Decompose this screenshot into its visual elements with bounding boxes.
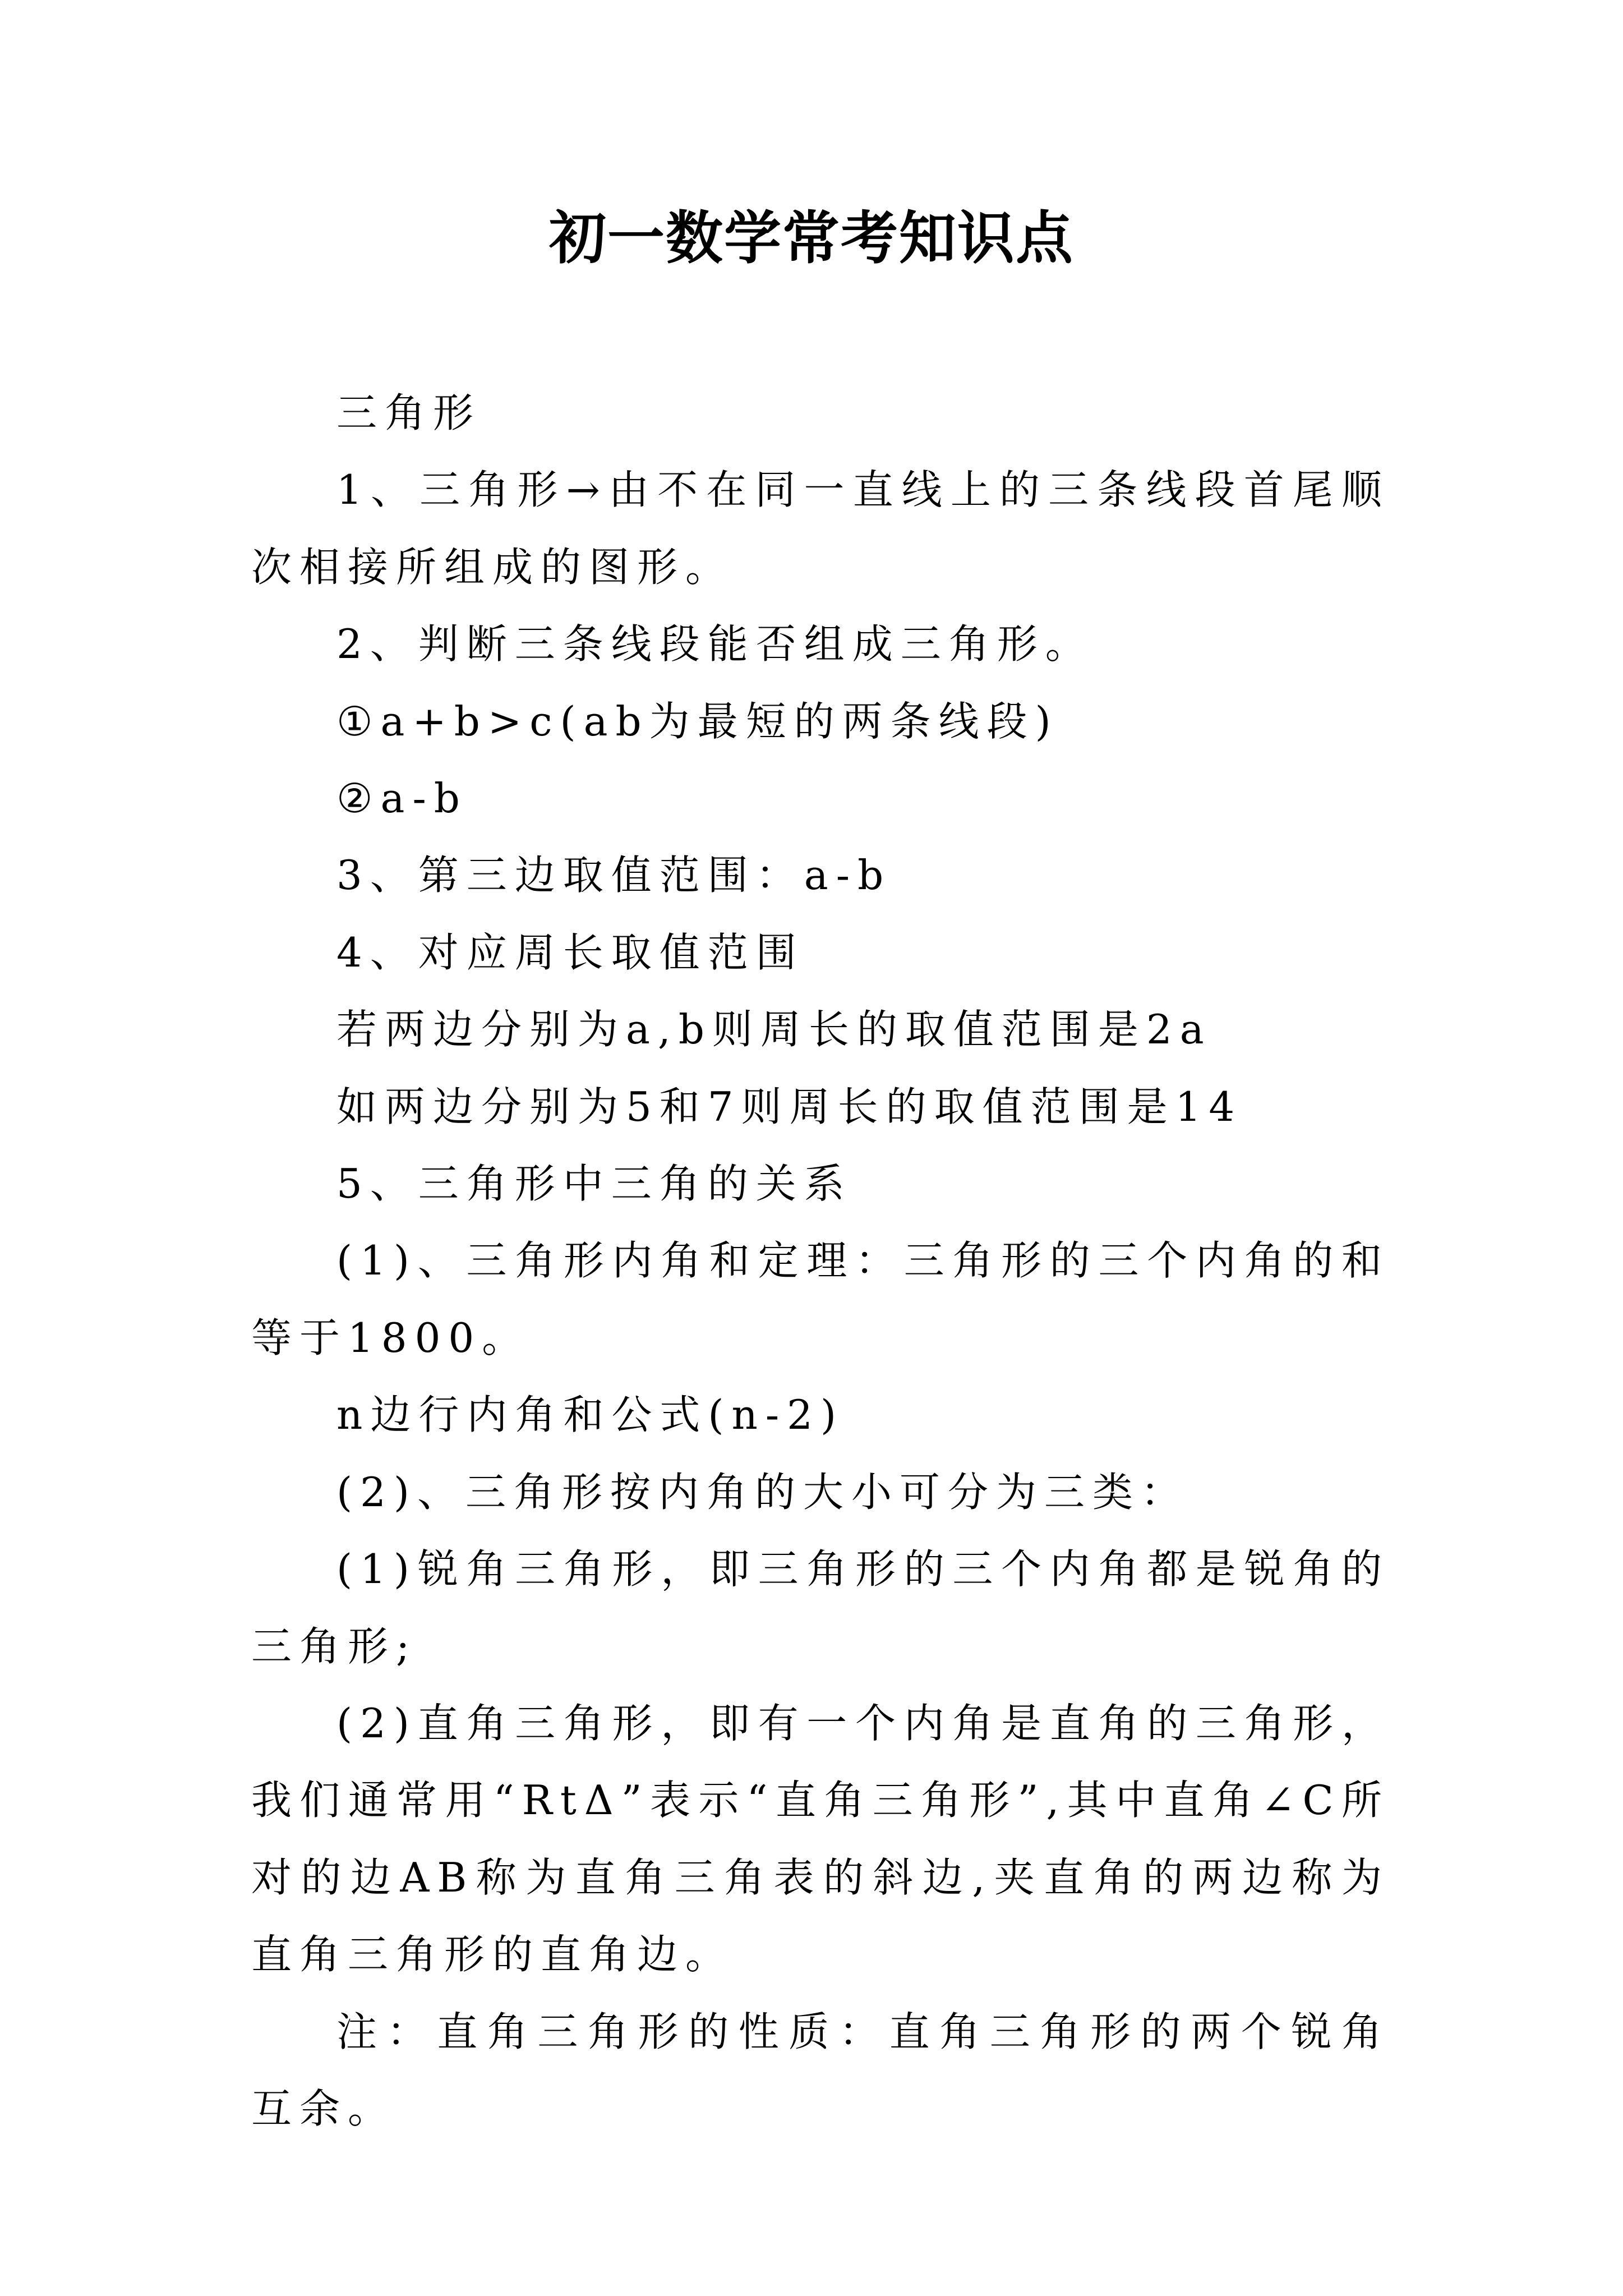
section-heading-triangle: 三角形 (336, 389, 482, 436)
document-body (251, 375, 1390, 2147)
paragraph-acute-triangle: (1)锐角三角形，即三角形的三个内角都是锐角的三角形; (251, 1545, 1390, 1670)
paragraph-condition-1: ①a+b>c(ab为最短的两条线段) (336, 697, 1059, 745)
page-title: 初一数学常考知识点 (549, 205, 1074, 272)
paragraph-angle-relations: 5、三角形中三角的关系 (336, 1160, 852, 1208)
paragraph-right-triangle: (2)直角三角形，即有一个内角是直角的三角形，我们通常用“RtΔ”表示“直角三角形”,其中直角∠C所对的边AB称为直角三角表的斜边,夹直角的两边称为直角三角形的直角边。 (251, 1699, 1390, 1978)
paragraph-angle-sum-theorem: (1)、三角形内角和定理：三角形的三个内角的和等于1800。 (251, 1237, 1390, 1361)
paragraph-triangle-condition: 2、判断三条线段能否组成三角形。 (336, 620, 1094, 668)
paragraph-perimeter-example: 如两边分别为5和7则周长的取值范围是14 (336, 1083, 1243, 1130)
paragraph-right-triangle-note: 注：直角三角形的性质：直角三角形的两个锐角互余。 (251, 2008, 1390, 2132)
paragraph-perimeter-general: 若两边分别为a,b则周长的取值范围是2a (336, 1006, 1212, 1053)
paragraph-triangle-definition: 1、三角形→由不在同一直线上的三条线段首尾顺次相接所组成的图形。 (251, 466, 1390, 591)
paragraph-condition-2: ②a-b (336, 775, 468, 822)
paragraph-third-side-range: 3、第三边取值范围：a-b (336, 852, 892, 899)
paragraph-polygon-angle-sum: n边行内角和公式(n-2) (336, 1391, 845, 1439)
paragraph-triangle-classes: (2)、三角形按内角的大小可分为三类： (336, 1468, 1189, 1516)
paragraph-perimeter-range: 4、对应周长取值范围 (336, 928, 804, 976)
